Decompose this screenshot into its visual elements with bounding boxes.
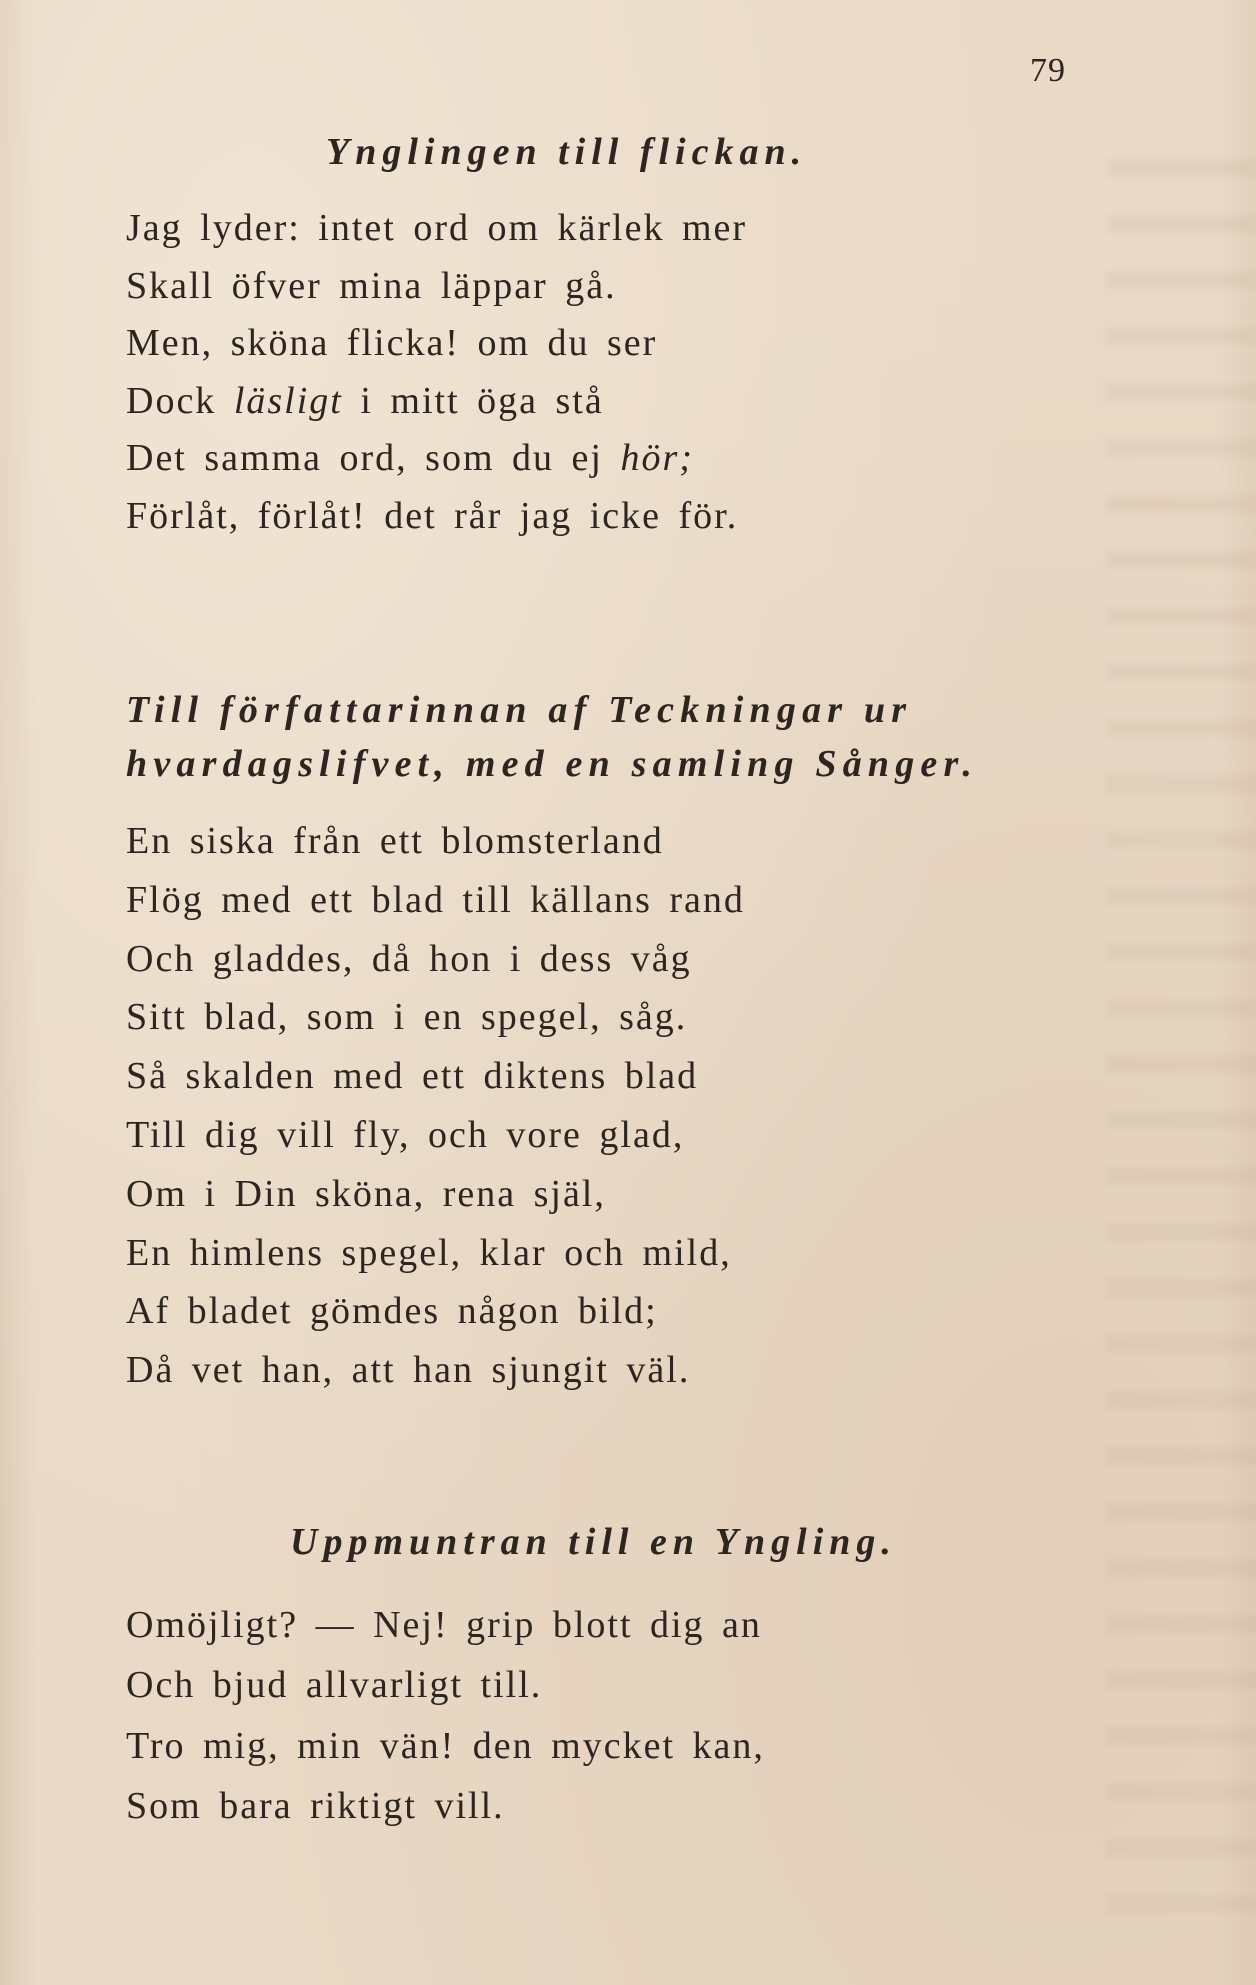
emphasized-word: läsligt bbox=[233, 379, 343, 422]
poem-line: Så skalden med ett diktens blad bbox=[126, 1055, 699, 1098]
poem-line: Jag lyder: intet ord om kärlek mer bbox=[126, 207, 748, 249]
poem-line: Af bladet gömdes någon bild; bbox=[126, 1290, 658, 1333]
poem-line: Och bjud allvarligt till. bbox=[126, 1664, 543, 1707]
poem-line: Men, sköna flicka! om du ser bbox=[126, 322, 658, 364]
poem-line: Tro mig, min vän! den mycket kan, bbox=[126, 1724, 765, 1767]
poem-title-forfattarinnan-line1: Till författarinnan af Teckningar ur bbox=[126, 689, 913, 731]
poem-line: En siska från ett blomsterland bbox=[126, 820, 664, 862]
poem-ynglingen-body bbox=[126, 200, 747, 545]
poem-line: Och gladdes, då hon i dess våg bbox=[126, 937, 692, 980]
poem-line: En himlens spegel, klar och mild, bbox=[126, 1231, 732, 1274]
poem-line: Flög med ett blad till källans rand bbox=[126, 878, 745, 921]
poem-line bbox=[126, 373, 747, 431]
poem-line: Omöjligt? — Nej! grip blott dig an bbox=[126, 1604, 762, 1646]
poem-title-forfattarinnan-line2: hvardagslifvet, med en samling Sånger. bbox=[126, 743, 979, 785]
poem-line: Skall öfver mina läppar gå. bbox=[126, 264, 617, 307]
poem-line: Då vet han, att han sjungit väl. bbox=[126, 1349, 691, 1392]
poem-title-uppmuntran: Uppmuntran till en Yngling. bbox=[290, 1521, 897, 1563]
page-number: 79 bbox=[1030, 52, 1066, 89]
poem-line: Förlåt, förlåt! det rår jag icke för. bbox=[126, 494, 739, 537]
poem-line bbox=[126, 430, 747, 488]
poem-line: Som bara riktigt vill. bbox=[126, 1784, 505, 1827]
line-text: i mitt öga stå bbox=[342, 379, 604, 422]
poem-line: Sitt blad, som i en spegel, såg. bbox=[126, 996, 688, 1039]
line-text: Det samma ord, som du ej bbox=[126, 437, 621, 479]
poem-line: Om i Din sköna, rena själ, bbox=[126, 1172, 606, 1215]
poem-uppmuntran-body bbox=[126, 1595, 765, 1836]
line-text: Dock bbox=[126, 379, 234, 422]
poem-line: Till dig vill fly, och vore glad, bbox=[126, 1113, 685, 1156]
poem-forfattarinnan-body bbox=[126, 812, 745, 1400]
bleed-through-shadow bbox=[1106, 120, 1256, 1920]
poem-title-ynglingen: Ynglingen till flickan. bbox=[326, 131, 808, 173]
emphasized-word: hör; bbox=[620, 437, 694, 479]
